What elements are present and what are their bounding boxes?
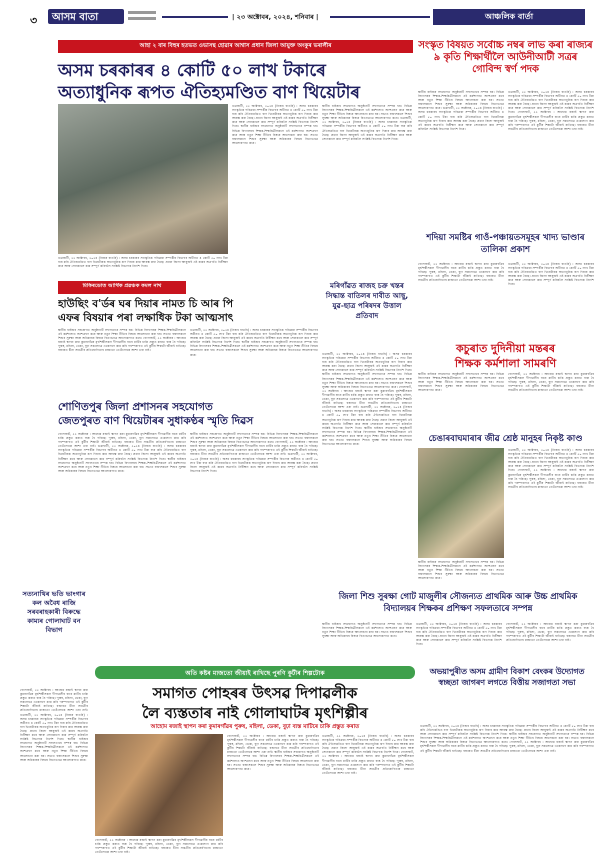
lead-headline-2: অত্যাধুনিক ৰূপত ঐতিহ্যমণ্ডিত বাণ থিয়েটাৰ xyxy=(58,83,360,103)
bank-text-3: গোলাঘাট, ২২ অক্টোবৰ : আহোম ৰজাই স্থাপন কৰা কুমাৰগাঁৱৰ মৃৎশিল্পীসকল দীপাৱলীৰ বাবে মাটিৰ চাকি প্ৰস্তুত কৰাত ব্যস্ত হৈ পৰিছে। পুৰুষ, মহিলা, ডেকা, বুঢ়া সকলোৱে একেলগে কাম কৰি পৰম্পৰাগত এই কুটীৰ শিল্পটো জীয়াই ৰাখিছে। বজাৰত চীনা সামগ্ৰীৰ প্ৰতিযোগিতাৰ মাজতো তেওঁলোকে আশা এৰা নাই। xyxy=(420,740,594,753)
sonitpur-text-1b: গুৱাহাটী, ২২ অক্টোবৰ, ২০২৪ (নিজৰ বাতৰি) : অসম চৰকাৰৰ সাংস্কৃতিক পৰিক্ৰমা সম্পৰ্কীয় বিভাগৰ অধীনত ৪ কোটি ৫০ লাখ টকা ব্যয় কৰি ঐতিহ্যমণ্ডিত বাণ থিয়েটাৰক অত্যাধুনিক ৰূপ দিয়াৰ কাম আৰম্ভ কৰা হৈছে। প্ৰধান জিলা আয়ুক্তই এই কামৰ অগ্ৰগতি নিৰীক্ষণ কৰে আৰু সোনকালে কাম সম্পূৰ্ণ কৰিবলৈ সংশ্লিষ্ট বিভাগক নিৰ্দেশ দিয়ে। xyxy=(58,444,186,461)
bottom-text-2b: গোলাঘাট, ২২ অক্টোবৰ : আহোম ৰজাই স্থাপন কৰা কুমাৰগাঁৱৰ মৃৎশিল্পীসকল দীপাৱলীৰ বাবে মাটিৰ চাকি প্ৰস্তুত কৰাত ব্যস্ত হৈ পৰিছে। পুৰুষ, মহিলা, ডেকা, বুঢ়া সকলোৱে একেলগে কাম কৰি পৰম্পৰাগত এই কুটীৰ শিল্পটো জীয়াই ৰাখিছে। বজাৰত চীনা সামগ্ৰীৰ প্ৰতিযোগিতাৰ মাজতো তেওঁলোকে আশা এৰা নাই। xyxy=(322,750,414,775)
mikir-text-1: স্থানীয় ৰাইজৰ সহযোগত অনুষ্ঠানটি সফলতাৰে সম্পন্ন হয়। বিভিন্ন বিদ্যালয়ৰ শিক্ষক-শিক্ষয়িত্ৰীসকলে এই কৰ্মশালাত অংশগ্ৰহণ কৰে আৰু নতুন শিক্ষা নীতিৰ বিষয়ে আলোচনা কৰা হয়। সভাত বক্তাসকলে শিশুৰ সুৰক্ষা আৰু অধিকাৰৰ বিষয়ে বিতংভাৱে আলোকপাত কৰে। xyxy=(58,328,186,341)
majuli-text-1: স্থানীয় ৰাইজৰ সহযোগত অনুষ্ঠানটি সফলতাৰে সম্পন্ন হয়। বিভিন্ন বিদ্যালয়ৰ শিক্ষক-শিক্ষয়িত্ৰীসকলে এই কৰ্মশালাত অংশগ্ৰহণ কৰে আৰু নতুন শিক্ষা নীতিৰ বিষয়ে আলোচনা কৰা হয়। সভাত বক্তাসকলে শিশুৰ সুৰক্ষা আৰু অধিকাৰৰ বিষয়ে বিতংভাৱে আলোকপাত কৰে। xyxy=(322,622,412,639)
mid-box-text-2: স্থানীয় ৰাইজৰ সহযোগত অনুষ্ঠানটি সফলতাৰে সম্পন্ন হয়। বিভিন্ন বিদ্যালয়ৰ শিক্ষক-শিক্ষয়িত্ৰীসকলে এই কৰ্মশালাত অংশগ্ৰহণ কৰে আৰু নতুন শিক্ষা নীতিৰ বিষয়ে আলোচনা কৰা হয়। সভাত বক্তাসকলে শিশুৰ সুৰক্ষা আৰু অধিকাৰৰ বিষয়ে বিতংভাৱে আলোকপাত কৰে। xyxy=(322,372,412,389)
chengar-body xyxy=(508,448,594,578)
chengar-text-2: গোলাঘাট, ২২ অক্টোবৰ : আহোম ৰজাই স্থাপন কৰা কুমাৰগাঁৱৰ মৃৎশিল্পীসকল দীপাৱলীৰ বাবে মাটিৰ চাকি প্ৰস্তুত কৰাত ব্যস্ত হৈ পৰিছে। পুৰুষ, মহিলা, ডেকা, বুঢ়া সকলোৱে একেলগে কাম কৰি পৰম্পৰাগত এই কুটীৰ শিল্পটো জীয়াই ৰাখিছে। বজাৰত চীনা সামগ্ৰীৰ প্ৰতিযোগিতাৰ মাজতো তেওঁলোকে আশা এৰা নাই। xyxy=(508,468,594,489)
mid-box-text-5: স্থানীয় ৰাইজৰ সহযোগত অনুষ্ঠানটি সফলতাৰে সম্পন্ন হয়। বিভিন্ন বিদ্যালয়ৰ শিক্ষক-শিক্ষয়িত্ৰীসকলে এই কৰ্মশালাত অংশগ্ৰহণ কৰে আৰু নতুন শিক্ষা নীতিৰ বিষয়ে আলোচনা কৰা হয়। সভাত বক্তাসকলে শিশুৰ সুৰক্ষা আৰু অধিকাৰৰ বিষয়ে বিতংভাৱে আলোকপাত কৰে। xyxy=(322,425,412,447)
bottom-text-2: গুৱাহাটী, ২২ অক্টোবৰ, ২০২৪ (নিজৰ বাতৰি) : অসম চৰকাৰৰ সাংস্কৃতিক পৰিক্ৰমা সম্পৰ্কীয় বিভাগৰ অধীনত ৪ কোটি ৫০ লাখ টকা ব্যয় কৰি ঐতিহ্যমণ্ডিত বাণ থিয়েটাৰক অত্যাধুনিক ৰূপ দিয়াৰ কাম আৰম্ভ কৰা হৈছে। প্ৰধান জিলা আয়ুক্তই এই কামৰ অগ্ৰগতি নিৰীক্ষণ কৰে আৰু সোনকালে কাম সম্পূৰ্ণ কৰিবলৈ সংশ্লিষ্ট বিভাগক নিৰ্দেশ দিয়ে। xyxy=(322,734,414,755)
sonitpur-text-2c: গুৱাহাটী, ২২ অক্টোবৰ, ২০২৪ (নিজৰ বাতৰি) : অসম চৰকাৰৰ সাংস্কৃতিক পৰিক্ৰমা সম্পৰ্কীয় বিভাগৰ অধীনত ৪ কোটি ৫০ লাখ টকা ব্যয় কৰি ঐতিহ্যমণ্ডিত বাণ থিয়েটাৰক অত্যাধুনিক ৰূপ দিয়াৰ কাম আৰম্ভ কৰা হৈছে। প্ৰধান জিলা আয়ুক্তই এই কামৰ অগ্ৰগতি নিৰীক্ষণ কৰে আৰু সোনকালে কাম সম্পূৰ্ণ কৰিবলৈ সংশ্লিষ্ট বিভাগক নিৰ্দেশ দিয়ে। xyxy=(190,452,318,473)
left-column-text-1: গোলাঘাট, ২২ অক্টোবৰ : আহোম ৰজাই স্থাপন কৰা কুমাৰগাঁৱৰ মৃৎশিল্পীসকল দীপাৱলীৰ বাবে মাটিৰ চাকি প্ৰস্তুত কৰাত ব্যস্ত হৈ পৰিছে। পুৰুষ, মহিলা, ডেকা, বুঢ়া সকলোৱে একেলগে কাম কৰি পৰম্পৰাগত এই কুটীৰ শিল্পটো জীয়াই ৰাখিছে। বজাৰত চীনা সামগ্ৰীৰ প্ৰতিযোগিতাৰ মাজতো তেওঁলোকে আশা এৰা নাই। xyxy=(20,688,88,713)
majuli-text-2: গুৱাহাটী, ২২ অক্টোবৰ, ২০২৪ (নিজৰ বাতৰি) : অসম চৰকাৰৰ সাংস্কৃতিক পৰিক্ৰমা সম্পৰ্কীয় বিভাগৰ অধীনত ৪ কোটি ৫০ লাখ টকা ব্যয় কৰি ঐতিহ্যমণ্ডিত বাণ থিয়েটাৰক অত্যাধুনিক ৰূপ দিয়াৰ কাম আৰম্ভ কৰা হৈছে। প্ৰধান জিলা আয়ুক্তই এই কামৰ অগ্ৰগতি নিৰীক্ষণ কৰে আৰু সোনকালে কাম সম্পূৰ্ণ কৰিবলৈ সংশ্লিষ্ট বিভাগক নিৰ্দেশ দিয়ে। xyxy=(416,622,502,647)
majuli-text-3: গোলাঘাট, ২২ অক্টোবৰ : আহোম ৰজাই স্থাপন কৰা কুমাৰগাঁৱৰ মৃৎশিল্পীসকল দীপাৱলীৰ বাবে মাটিৰ চাকি প্ৰস্তুত কৰাত ব্যস্ত হৈ পৰিছে। পুৰুষ, মহিলা, ডেকা, বুঢ়া সকলোৱে একেলগে কাম কৰি পৰম্পৰাগত এই কুটীৰ শিল্পটো জীয়াই ৰাখিছে। বজাৰত চীনা সামগ্ৰীৰ প্ৰতিযোগিতাৰ মাজতো তেওঁলোকে আশা এৰা নাই। xyxy=(506,622,594,643)
chengar-photo xyxy=(418,448,504,558)
teacher-headline-2: শিক্ষক কৰ্মশালা সামৰণি xyxy=(454,357,557,370)
page-number: ৩ xyxy=(30,14,38,27)
section-name: আঞ্চলিক বাৰ্তা xyxy=(484,12,534,21)
left-column-text-3: স্থানীয় ৰাইজৰ সহযোগত অনুষ্ঠানটি সফলতাৰে সম্পন্ন হয়। বিভিন্ন বিদ্যালয়ৰ শিক্ষক-শিক্ষয়িত্ৰীসকলে এই কৰ্মশালাত অংশগ্ৰহণ কৰে আৰু নতুন শিক্ষা নীতিৰ বিষয়ে আলোচনা কৰা হয়। সভাত বক্তাসকলে শিশুৰ সুৰক্ষা আৰু অধিকাৰৰ বিষয়ে বিতংভাৱে আলোকপাত কৰে। xyxy=(20,737,88,762)
lead-body-text-2: স্থানীয় ৰাইজৰ সহযোগত অনুষ্ঠানটি সফলতাৰে সম্পন্ন হয়। বিভিন্ন বিদ্যালয়ৰ শিক্ষক-শিক্ষয়িত্ৰীসকলে এই কৰ্মশালাত অংশগ্ৰহণ কৰে আৰু নতুন শিক্ষা নীতিৰ বিষয়ে আলোচনা কৰা হয়। সভাত বক্তাসকলে শিশুৰ সুৰক্ষা আৰু অধিকাৰৰ বিষয়ে বিতংভাৱে আলোকপাত কৰে। xyxy=(322,104,412,121)
masthead-rule-right xyxy=(330,16,430,18)
bank-body xyxy=(420,724,594,856)
web-address xyxy=(128,11,156,14)
sonitpur-body-1 xyxy=(58,432,186,582)
mikir-body-1 xyxy=(58,328,186,394)
mid-box-text-3: গোলাঘাট, ২২ অক্টোবৰ : আহোম ৰজাই স্থাপন কৰা কুমাৰগাঁৱৰ মৃৎশিল্পীসকল দীপাৱলীৰ বাবে মাটিৰ চাকি প্ৰস্তুত কৰাত ব্যস্ত হৈ পৰিছে। পুৰুষ, মহিলা, ডেকা, বুঢ়া সকলোৱে একেলগে কাম কৰি পৰম্পৰাগত এই কুটীৰ শিল্পটো জীয়াই ৰাখিছে। বজাৰত চীনা সামগ্ৰীৰ প্ৰতিযোগিতাৰ মাজতো তেওঁলোকে আশা এৰা নাই। xyxy=(322,384,412,410)
mikir-headline-2: এফৰ বিষয়াৰ পৰা লক্ষাধিক টকা আত্মসাৎ xyxy=(58,312,234,324)
teacher-text-2: গোলাঘাট, ২২ অক্টোবৰ : আহোম ৰজাই স্থাপন কৰা কুমাৰগাঁৱৰ মৃৎশিল্পীসকল দীপাৱলীৰ বাবে মাটিৰ চাকি প্ৰস্তুত কৰাত ব্যস্ত হৈ পৰিছে। পুৰুষ, মহিলা, ডেকা, বুঢ়া সকলোৱে একেলগে কাম কৰি পৰম্পৰাগত এই কুটীৰ শিল্পটো জীয়াই ৰাখিছে। বজাৰত চীনা সামগ্ৰীৰ প্ৰতিযোগিতাৰ মাজতো তেওঁলোকে আশা এৰা নাই। xyxy=(508,372,594,393)
teacher-headline-1: কচুৰাত দুদিনীয়া মন্তৰৰ xyxy=(455,342,556,355)
bottom-headline-1: সমাগত পোহৰৰ উৎসৱ দিপাৱলীক xyxy=(152,684,358,702)
mid-box-text-4: গুৱাহাটী, ২২ অক্টোবৰ, ২০২৪ (নিজৰ বাতৰি) : অসম চৰকাৰৰ সাংস্কৃতিক পৰিক্ৰমা সম্পৰ্কীয় বিভাগৰ অধীনত ৪ কোটি ৫০ লাখ টকা ব্যয় কৰি ঐতিহ্যমণ্ডিত বাণ থিয়েটাৰক অত্যাধুনিক ৰূপ দিয়াৰ কাম আৰম্ভ কৰা হৈছে। প্ৰধান জিলা আয়ুক্তই এই কামৰ অগ্ৰগতি নিৰীক্ষণ কৰে আৰু সোনকালে কাম সম্পূৰ্ণ কৰিবলৈ সংশ্লিষ্ট বিভাগক নিৰ্দেশ দিয়ে। xyxy=(322,405,412,430)
potter-caption xyxy=(95,838,223,856)
web-address-2 xyxy=(128,17,156,20)
right-top-text-2b: গোলাঘাট, ২২ অক্টোবৰ : আহোম ৰজাই স্থাপন কৰা কুমাৰগাঁৱৰ মৃৎশিল্পীসকল দীপাৱলীৰ বাবে মাটিৰ চাকি প্ৰস্তুত কৰাত ব্যস্ত হৈ পৰিছে। পুৰুষ, মহিলা, ডেকা, বুঢ়া সকলোৱে একেলগে কাম কৰি পৰম্পৰাগত এই কুটীৰ শিল্পটো জীয়াই ৰাখিছে। বজাৰত চীনা সামগ্ৰীৰ প্ৰতিযোগিতাৰ মাজতো তেওঁলোকে আশা এৰা নাই। xyxy=(508,110,594,131)
right-top-text-2: গুৱাহাটী, ২২ অক্টোবৰ, ২০২৪ (নিজৰ বাতৰি) : অসম চৰকাৰৰ সাংস্কৃতিক পৰিক্ৰমা সম্পৰ্কীয় বিভাগৰ অধীনত ৪ কোটি ৫০ লাখ টকা ব্যয় কৰি ঐতিহ্যমণ্ডিত বাণ থিয়েটাৰক অত্যাধুনিক ৰূপ দিয়াৰ কাম আৰম্ভ কৰা হৈছে। প্ৰধান জিলা আয়ুক্তই এই কামৰ অগ্ৰগতি নিৰীক্ষণ কৰে আৰু সোনকালে কাম সম্পূৰ্ণ কৰিবলৈ সংশ্লিষ্ট বিভাগক নিৰ্দেশ দিয়ে। xyxy=(508,90,594,115)
lead-caption-text: গুৱাহাটী, ২২ অক্টোবৰ, ২০২৪ (নিজৰ বাতৰি) : অসম চৰকাৰৰ সাংস্কৃতিক পৰিক্ৰমা সম্পৰ্কীয় বিভাগৰ অধীনত ৪ কোটি ৫০ লাখ টকা ব্যয় কৰি ঐতিহ্যমণ্ডিত বাণ থিয়েটাৰক অত্যাধুনিক ৰূপ দিয়াৰ কাম আৰম্ভ কৰা হৈছে। প্ৰধান জিলা আয়ুক্তই এই কামৰ অগ্ৰগতি নিৰীক্ষণ কৰে আৰু সোনকালে কাম সম্পূৰ্ণ কৰিবলৈ সংশ্লিষ্ট বিভাগক নিৰ্দেশ দিয়ে। xyxy=(58,256,228,269)
bottom-text-1: গোলাঘাট, ২২ অক্টোবৰ : আহোম ৰজাই স্থাপন কৰা কুমাৰগাঁৱৰ মৃৎশিল্পীসকল দীপাৱলীৰ বাবে মাটিৰ চাকি প্ৰস্তুত কৰাত ব্যস্ত হৈ পৰিছে। পুৰুষ, মহিলা, ডেকা, বুঢ়া সকলোৱে একেলগে কাম কৰি পৰম্পৰাগত এই কুটীৰ শিল্পটো জীয়াই ৰাখিছে। বজাৰত চীনা সামগ্ৰীৰ প্ৰতিযোগিতাৰ মাজতো তেওঁলোকে আশা এৰা নাই। xyxy=(227,734,319,755)
lead-caption xyxy=(58,256,228,278)
mikir-label: মিকিৰডোত আৰ্থিক প্ৰৱঞ্চক কমল নাথ xyxy=(82,283,162,289)
majuli-body-1 xyxy=(322,622,412,662)
food-store-text-1: গোলাঘাট, ২২ অক্টোবৰ : আহোম ৰজাই স্থাপন কৰা কুমাৰগাঁৱৰ মৃৎশিল্পীসকল দীপাৱলীৰ বাবে মাটিৰ চাকি প্ৰস্তুত কৰাত ব্যস্ত হৈ পৰিছে। পুৰুষ, মহিলা, ডেকা, বুঢ়া সকলোৱে একেলগে কাম কৰি পৰম্পৰাগত এই কুটীৰ শিল্পটো জীয়াই ৰাখিছে। বজাৰত চীনা সামগ্ৰীৰ প্ৰতিযোগিতাৰ মাজতো তেওঁলোকে আশা এৰা নাই। xyxy=(418,262,504,283)
majuli-body-3 xyxy=(506,622,594,662)
potter-caption-text: গোলাঘাট, ২২ অক্টোবৰ : আহোম ৰজাই স্থাপন কৰা কুমাৰগাঁৱৰ মৃৎশিল্পীসকল দীপাৱলীৰ বাবে মাটিৰ চাকি প্ৰস্তুত কৰাত ব্যস্ত হৈ পৰিছে। পুৰুষ, মহিলা, ডেকা, বুঢ়া সকলোৱে একেলগে কাম কৰি পৰম্পৰাগত এই কুটীৰ শিল্পটো জীয়াই ৰাখিছে। বজাৰত চীনা সামগ্ৰীৰ প্ৰতিযোগিতাৰ মাজতো তেওঁলোকে আশা এৰা নাই। xyxy=(95,838,223,855)
right-top-headline: সংস্কৃত বিষয়ত সৰ্বোচ্চ নম্বৰ লাভ কৰা ৰাজ্যৰ ৯ কৃতি শিক্ষাৰ্থীলৈ আউনীআটী সত্ৰৰ গোবিন্দ স্বৰ্ণ পদক xyxy=(418,40,593,75)
lead-body-col-1 xyxy=(232,104,318,274)
lead-photo xyxy=(58,104,228,254)
bottom-text-1b: স্থানীয় ৰাইজৰ সহযোগত অনুষ্ঠানটি সফলতাৰে সম্পন্ন হয়। বিভিন্ন বিদ্যালয়ৰ শিক্ষক-শিক্ষয়িত্ৰীসকলে এই কৰ্মশালাত অংশগ্ৰহণ কৰে আৰু নতুন শিক্ষা নীতিৰ বিষয়ে আলোচনা কৰা হয়। সভাত বক্তাসকলে শিশুৰ সুৰক্ষা আৰু অধিকাৰৰ বিষয়ে বিতংভাৱে আলোকপাত কৰে। xyxy=(227,750,319,771)
masthead xyxy=(0,0,610,34)
sonitpur-text-1c: স্থানীয় ৰাইজৰ সহযোগত অনুষ্ঠানটি সফলতাৰে সম্পন্ন হয়। বিভিন্ন বিদ্যালয়ৰ শিক্ষক-শিক্ষয়িত্ৰীসকলে এই কৰ্মশালাত অংশগ্ৰহণ কৰে আৰু নতুন শিক্ষা নীতিৰ বিষয়ে আলোচনা কৰা হয়। সভাত বক্তাসকলে শিশুৰ সুৰক্ষা আৰু অধিকাৰৰ বিষয়ে বিতংভাৱে আলোকপাত কৰে। xyxy=(58,456,186,473)
lead-headline-1: অসম চৰকাৰৰ ৪ কোটি ৫০ লাখ টকাৰে xyxy=(58,61,326,81)
teacher-body-1 xyxy=(418,372,504,426)
chengar-caption-text: স্থানীয় ৰাইজৰ সহযোগত অনুষ্ঠানটি সফলতাৰে সম্পন্ন হয়। বিভিন্ন বিদ্যালয়ৰ শিক্ষক-শিক্ষয়িত্ৰীসকলে এই কৰ্মশালাত অংশগ্ৰহণ কৰে আৰু নতুন শিক্ষা নীতিৰ বিষয়ে আলোচনা কৰা হয়। সভাত বক্তাসকলে শিশুৰ সুৰক্ষা আৰু অধিকাৰৰ বিষয়ে বিতংভাৱে আলোকপাত কৰে। xyxy=(418,560,504,580)
food-store-body-2 xyxy=(508,262,594,338)
potter-photo xyxy=(95,734,223,836)
sonitpur-body-2 xyxy=(190,432,318,582)
sonitpur-text-2b: গোলাঘাট, ২২ অক্টোবৰ : আহোম ৰজাই স্থাপন কৰা কুমাৰগাঁৱৰ মৃৎশিল্পীসকল দীপাৱলীৰ বাবে মাটিৰ চাকি প্ৰস্তুত কৰাত ব্যস্ত হৈ পৰিছে। পুৰুষ, মহিলা, ডেকা, বুঢ়া সকলোৱে একেলগে কাম কৰি পৰম্পৰাগত এই কুটীৰ শিল্পটো জীয়াই ৰাখিছে। বজাৰত চীনা সামগ্ৰীৰ প্ৰতিযোগিতাৰ মাজতো তেওঁলোকে আশা এৰা নাই। xyxy=(190,440,318,457)
chengar-caption xyxy=(418,560,504,580)
majuli-body-2 xyxy=(416,622,502,662)
food-store-text-2: গুৱাহাটী, ২২ অক্টোবৰ, ২০২৪ (নিজৰ বাতৰি) : অসম চৰকাৰৰ সাংস্কৃতিক পৰিক্ৰমা সম্পৰ্কীয় বিভাগৰ অধীনত ৪ কোটি ৫০ লাখ টকা ব্যয় কৰি ঐতিহ্যমণ্ডিত বাণ থিয়েটাৰক অত্যাধুনিক ৰূপ দিয়াৰ কাম আৰম্ভ কৰা হৈছে। প্ৰধান জিলা আয়ুক্তই এই কামৰ অগ্ৰগতি নিৰীক্ষণ কৰে আৰু সোনকালে কাম সম্পূৰ্ণ কৰিবলৈ সংশ্লিষ্ট বিভাগক নিৰ্দেশ দিয়ে। xyxy=(508,262,594,287)
left-column-body xyxy=(20,688,88,856)
lead-body-text-1b: স্থানীয় ৰাইজৰ সহযোগত অনুষ্ঠানটি সফলতাৰে সম্পন্ন হয়। বিভিন্ন বিদ্যালয়ৰ শিক্ষক-শিক্ষয়িত্ৰীসকলে এই কৰ্মশালাত অংশগ্ৰহণ কৰে আৰু নতুন শিক্ষা নীতিৰ বিষয়ে আলোচনা কৰা হয়। সভাত বক্তাসকলে শিশুৰ সুৰক্ষা আৰু অধিকাৰৰ বিষয়ে বিতংভাৱে আলোকপাত কৰে। xyxy=(232,124,318,145)
bottom-subhead: আহোম ৰজাই স্থাপন কৰা কুমাৰগাঁৱৰ পুৰুষ, মহিলা, ডেকা, বুঢ়া ব্যস্ত মাটিৰে চাকি প্ৰস্তুত কৰাত xyxy=(150,724,360,730)
bottom-kicker: অতি কষ্টৰ মাজতো জীয়াই ৰাখিছে পুৰণি কুটীৰ শিল্পটোক xyxy=(185,670,325,677)
bank-text-2: স্থানীয় ৰাইজৰ সহযোগত অনুষ্ঠানটি সফলতাৰে সম্পন্ন হয়। বিভিন্ন বিদ্যালয়ৰ শিক্ষক-শিক্ষয়িত্ৰীসকলে এই কৰ্মশালাত অংশগ্ৰহণ কৰে আৰু নতুন শিক্ষা নীতিৰ বিষয়ে আলোচনা কৰা হয়। সভাত বক্তাসকলে শিশুৰ সুৰক্ষা আৰু অধিকাৰৰ বিষয়ে বিতংভাৱে আলোকপাত কৰে। xyxy=(420,732,594,745)
mikir-text-1b: গোলাঘাট, ২২ অক্টোবৰ : আহোম ৰজাই স্থাপন কৰা কুমাৰগাঁৱৰ মৃৎশিল্পীসকল দীপাৱলীৰ বাবে মাটিৰ চাকি প্ৰস্তুত কৰাত ব্যস্ত হৈ পৰিছে। পুৰুষ, মহিলা, ডেকা, বুঢ়া সকলোৱে একেলগে কাম কৰি পৰম্পৰাগত এই কুটীৰ শিল্পটো জীয়াই ৰাখিছে। বজাৰত চীনা সামগ্ৰীৰ প্ৰতিযোগিতাৰ মাজতো তেওঁলোকে আশা এৰা নাই। xyxy=(58,336,186,353)
bottom-body-1 xyxy=(227,734,319,856)
teacher-text-1: স্থানীয় ৰাইজৰ সহযোগত অনুষ্ঠানটি সফলতাৰে সম্পন্ন হয়। বিভিন্ন বিদ্যালয়ৰ শিক্ষক-শিক্ষয়িত্ৰীসকলে এই কৰ্মশালাত অংশগ্ৰহণ কৰে আৰু নতুন শিক্ষা নীতিৰ বিষয়ে আলোচনা কৰা হয়। সভাত বক্তাসকলে শিশুৰ সুৰক্ষা আৰু অধিকাৰৰ বিষয়ে বিতংভাৱে আলোকপাত কৰে। xyxy=(418,372,504,393)
bank-text-1: গুৱাহাটী, ২২ অক্টোবৰ, ২০২৪ (নিজৰ বাতৰি) : অসম চৰকাৰৰ সাংস্কৃতিক পৰিক্ৰমা সম্পৰ্কীয় বিভাগৰ অধীনত ৪ কোটি ৫০ লাখ টকা ব্যয় কৰি ঐতিহ্যমণ্ডিত বাণ থিয়েটাৰক অত্যাধুনিক ৰূপ দিয়াৰ কাম আৰম্ভ কৰা হৈছে। প্ৰধান জিলা আয়ুক্তই এই কামৰ অগ্ৰগতি নিৰীক্ষণ কৰে আৰু সোনকালে কাম সম্পূৰ্ণ কৰিবলৈ সংশ্লিষ্ট বিভাগক নিৰ্দেশ দিয়ে। xyxy=(420,724,594,737)
food-store-headline: শদিয়া সমষ্টিৰ গাওঁ-পঞ্চায়তসমূহৰ খাদ্য ভাণ্ডাৰ তালিকা প্ৰকাশ xyxy=(426,233,585,255)
food-store-body-1 xyxy=(418,262,504,338)
majuli-headline: জিলা শিশু সুৰক্ষা গোট মাজুলীৰ সৌজন্যত প্ৰাথমিক আৰু উচ্চ প্ৰাথমিক বিদ্যালয়ৰ শিক্ষকৰ প্ৰশিক্ষণ সফলতাৰে সম্পন্ন xyxy=(338,591,578,613)
left-column-headline: সত্যনাথিৰ ভতি ভাংগাৰ কল অবৈধ ৰাজি সৰবৰাহকাৰী বিৰুদ্ধে কাম্যৰ গোলাঘাট বন বিভাগ xyxy=(22,590,86,634)
mikir-headline-1: হাউছিং ব'ৰ্ডৰ ঘৰ দিয়াৰ নামত চি আৰ পি xyxy=(58,298,233,310)
right-top-body-1 xyxy=(418,90,504,230)
right-top-body-2 xyxy=(508,90,594,230)
right-top-text-1: স্থানীয় ৰাইজৰ সহযোগত অনুষ্ঠানটি সফলতাৰে সম্পন্ন হয়। বিভিন্ন বিদ্যালয়ৰ শিক্ষক-শিক্ষয়িত্ৰীসকলে এই কৰ্মশালাত অংশগ্ৰহণ কৰে আৰু নতুন শিক্ষা নীতিৰ বিষয়ে আলোচনা কৰা হয়। সভাত বক্তাসকলে শিশুৰ সুৰক্ষা আৰু অধিকাৰৰ বিষয়ে বিতংভাৱে আলোকপাত কৰে। xyxy=(418,90,504,111)
sonitpur-text-1: গোলাঘাট, ২২ অক্টোবৰ : আহোম ৰজাই স্থাপন কৰা কুমাৰগাঁৱৰ মৃৎশিল্পীসকল দীপাৱলীৰ বাবে মাটিৰ চাকি প্ৰস্তুত কৰাত ব্যস্ত হৈ পৰিছে। পুৰুষ, মহিলা, ডেকা, বুঢ়া সকলোৱে একেলগে কাম কৰি পৰম্পৰাগত এই কুটীৰ শিল্পটো জীয়াই ৰাখিছে। বজাৰত চীনা সামগ্ৰীৰ প্ৰতিযোগিতাৰ মাজতো তেওঁলোকে আশা এৰা নাই। xyxy=(58,432,186,449)
mikir-text-2b: স্থানীয় ৰাইজৰ সহযোগত অনুষ্ঠানটি সফলতাৰে সম্পন্ন হয়। বিভিন্ন বিদ্যালয়ৰ শিক্ষক-শিক্ষয়িত্ৰীসকলে এই কৰ্মশালাত অংশগ্ৰহণ কৰে আৰু নতুন শিক্ষা নীতিৰ বিষয়ে আলোচনা কৰা হয়। সভাত বক্তাসকলে শিশুৰ সুৰক্ষা আৰু অধিকাৰৰ বিষয়ে বিতংভাৱে আলোকপাত কৰে। xyxy=(190,340,318,357)
mid-box-headline: মৰিগাঁৱত ৰাজহ চক্ৰ খন্তৰ সিদ্ধান্ত বাতিলৰ দাবীত আছু, যুৱ-ছাত্ৰ পৰিষদৰ উত্তাল প্ৰতিবাদ xyxy=(325,281,409,320)
sonitpur-text-2: স্থানীয় ৰাইজৰ সহযোগত অনুষ্ঠানটি সফলতাৰে সম্পন্ন হয়। বিভিন্ন বিদ্যালয়ৰ শিক্ষক-শিক্ষয়িত্ৰীসকলে এই কৰ্মশালাত অংশগ্ৰহণ কৰে আৰু নতুন শিক্ষা নীতিৰ বিষয়ে আলোচনা কৰা হয়। সভাত বক্তাসকলে শিশুৰ সুৰক্ষা আৰু অধিকাৰৰ বিষয়ে বিতংভাৱে আলোকপাত কৰে। xyxy=(190,432,318,445)
teacher-body-2 xyxy=(508,372,594,426)
right-top-text-1b: গুৱাহাটী, ২২ অক্টোবৰ, ২০২৪ (নিজৰ বাতৰি) : অসম চৰকাৰৰ সাংস্কৃতিক পৰিক্ৰমা সম্পৰ্কীয় বিভাগৰ অধীনত ৪ কোটি ৫০ লাখ টকা ব্যয় কৰি ঐতিহ্যমণ্ডিত বাণ থিয়েটাৰক অত্যাধুনিক ৰূপ দিয়াৰ কাম আৰম্ভ কৰা হৈছে। প্ৰধান জিলা আয়ুক্তই এই কামৰ অগ্ৰগতি নিৰীক্ষণ কৰে আৰু সোনকালে কাম সম্পূৰ্ণ কৰিবলৈ সংশ্লিষ্ট বিভাগক নিৰ্দেশ দিয়ে। xyxy=(418,106,504,131)
chengar-headline: চেঙাৰবাঘমাৰাৰ জীৱ শ্ৰেষ্ঠ মানুহৰ নিকৃষ্ট কাণ্ড xyxy=(428,434,583,444)
paper-name: আসম বাতা xyxy=(52,12,99,23)
lead-body-col-2 xyxy=(322,104,412,274)
sonitpur-headline-2: জেতপুৰত বাণ থিয়েটাৰৰ সুধাকণ্ঠৰ স্মৃতি দিৱস xyxy=(58,415,254,427)
chengar-text-1: গুৱাহাটী, ২২ অক্টোবৰ, ২০২৪ (নিজৰ বাতৰি) : অসম চৰকাৰৰ সাংস্কৃতিক পৰিক্ৰমা সম্পৰ্কীয় বিভাগৰ অধীনত ৪ কোটি ৫০ লাখ টকা ব্যয় কৰি ঐতিহ্যমণ্ডিত বাণ থিয়েটাৰক অত্যাধুনিক ৰূপ দিয়াৰ কাম আৰম্ভ কৰা হৈছে। প্ৰধান জিলা আয়ুক্তই এই কামৰ অগ্ৰগতি নিৰীক্ষণ কৰে আৰু সোনকালে কাম সম্পূৰ্ণ কৰিবলৈ সংশ্লিষ্ট বিভাগক নিৰ্দেশ দিয়ে। xyxy=(508,448,594,473)
lead-kicker: আহা ২ বাৰ বিহুৰ হতভত ওভাসন্থ হোৱাৰ আশ্বাস প্ৰধান জিলা আয়ুক্ত অংকুৰ ভৰালীৰ xyxy=(139,43,332,49)
sonitpur-headline-1: শোণিতপুৰ জিলা প্ৰশাসনৰ সহযোগত xyxy=(58,401,213,413)
masthead-rule xyxy=(162,16,228,18)
left-column-text-2: গুৱাহাটী, ২২ অক্টোবৰ, ২০২৪ (নিজৰ বাতৰি) : অসম চৰকাৰৰ সাংস্কৃতিক পৰিক্ৰমা সম্পৰ্কীয় বিভাগৰ অধীনত ৪ কোটি ৫০ লাখ টকা ব্যয় কৰি ঐতিহ্যমণ্ডিত বাণ থিয়েটাৰক অত্যাধুনিক ৰূপ দিয়াৰ কাম আৰম্ভ কৰা হৈছে। প্ৰধান জিলা আয়ুক্তই এই কামৰ অগ্ৰগতি নিৰীক্ষণ কৰে আৰু সোনকালে কাম সম্পূৰ্ণ কৰিবলৈ সংশ্লিষ্ট বিভাগক নিৰ্দেশ দিয়ে। xyxy=(20,712,88,742)
mid-box-text-1: গুৱাহাটী, ২২ অক্টোবৰ, ২০২৪ (নিজৰ বাতৰি) : অসম চৰকাৰৰ সাংস্কৃতিক পৰিক্ৰমা সম্পৰ্কীয় বিভাগৰ অধীনত ৪ কোটি ৫০ লাখ টকা ব্যয় কৰি ঐতিহ্যমণ্ডিত বাণ থিয়েটাৰক অত্যাধুনিক ৰূপ দিয়াৰ কাম আৰম্ভ কৰা হৈছে। প্ৰধান জিলা আয়ুক্তই এই কামৰ অগ্ৰগতি নিৰীক্ষণ কৰে আৰু সোনকালে কাম সম্পূৰ্ণ কৰিবলৈ সংশ্লিষ্ট বিভাগক নিৰ্দেশ দিয়ে। xyxy=(322,352,412,373)
bank-headline: অভয়াপুৰীত অসম গ্ৰামীণ বিকাশ বেংকৰ উদ্যোগত স্বচ্ছতা জাগৰণ লগতে বিত্তীয় সজাগতা সভা xyxy=(429,667,585,687)
lead-body-text-2b: গুৱাহাটী, ২২ অক্টোবৰ, ২০২৪ (নিজৰ বাতৰি) : অসম চৰকাৰৰ সাংস্কৃতিক পৰিক্ৰমা সম্পৰ্কীয় বিভাগৰ অধীনত ৪ কোটি ৫০ লাখ টকা ব্যয় কৰি ঐতিহ্যমণ্ডিত বাণ থিয়েটাৰক অত্যাধুনিক ৰূপ দিয়াৰ কাম আৰম্ভ কৰা হৈছে। প্ৰধান জিলা আয়ুক্তই এই কামৰ অগ্ৰগতি নিৰীক্ষণ কৰে আৰু সোনকালে কাম সম্পূৰ্ণ কৰিবলৈ সংশ্লিষ্ট বিভাগক নিৰ্দেশ দিয়ে। xyxy=(322,116,412,141)
mikir-text-2: গুৱাহাটী, ২২ অক্টোবৰ, ২০২৪ (নিজৰ বাতৰি) : অসম চৰকাৰৰ সাংস্কৃতিক পৰিক্ৰমা সম্পৰ্কীয় বিভাগৰ অধীনত ৪ কোটি ৫০ লাখ টকা ব্যয় কৰি ঐতিহ্যমণ্ডিত বাণ থিয়েটাৰক অত্যাধুনিক ৰূপ দিয়াৰ কাম আৰম্ভ কৰা হৈছে। প্ৰধান জিলা আয়ুক্তই এই কামৰ অগ্ৰগতি নিৰীক্ষণ কৰে আৰু সোনকালে কাম সম্পূৰ্ণ কৰিবলৈ সংশ্লিষ্ট বিভাগক নিৰ্দেশ দিয়ে। xyxy=(190,328,318,345)
mikir-body-2 xyxy=(190,328,318,394)
bottom-headline-2: লৈ ব্যস্ততাৰ নাই গোলাঘাটৰ মৃৎশিল্পীৰ xyxy=(142,704,368,722)
date-line: | ২৩ অক্টোবৰ, ২০২৪, শনিবাৰ | xyxy=(232,13,319,21)
bottom-body-2 xyxy=(322,734,414,856)
lead-body-text-1: গুৱাহাটী, ২২ অক্টোবৰ, ২০২৪ (নিজৰ বাতৰি) : অসম চৰকাৰৰ সাংস্কৃতিক পৰিক্ৰমা সম্পৰ্কীয় বিভাগৰ অধীনত ৪ কোটি ৫০ লাখ টকা ব্যয় কৰি ঐতিহ্যমণ্ডিত বাণ থিয়েটাৰক অত্যাধুনিক ৰূপ দিয়াৰ কাম আৰম্ভ কৰা হৈছে। প্ৰধান জিলা আয়ুক্তই এই কামৰ অগ্ৰগতি নিৰীক্ষণ কৰে আৰু সোনকালে কাম সম্পূৰ্ণ কৰিবলৈ সংশ্লিষ্ট বিভাগক নিৰ্দেশ দিয়ে। xyxy=(232,104,318,129)
